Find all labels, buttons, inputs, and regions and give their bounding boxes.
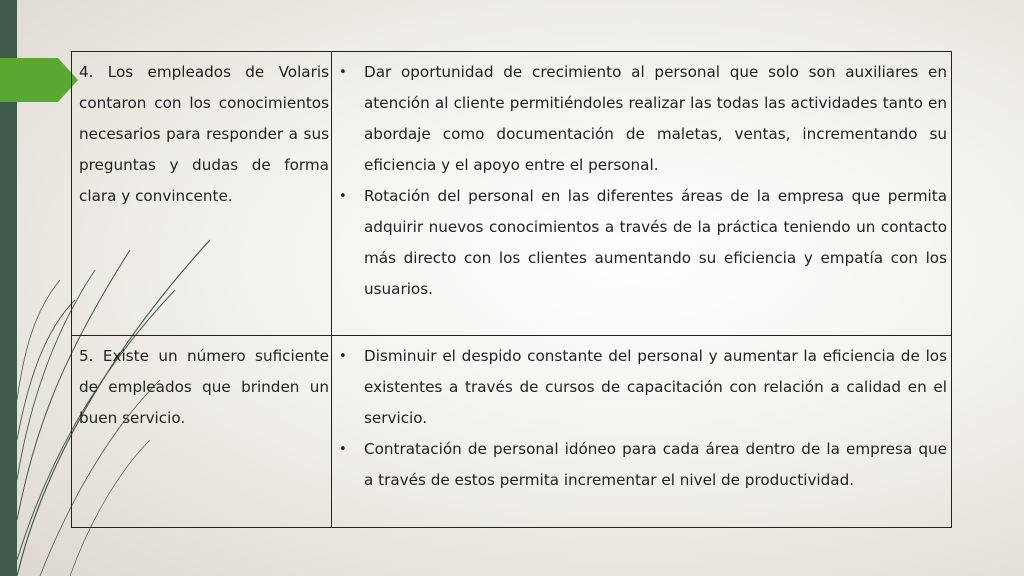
content-table [71, 51, 952, 528]
question-cell [72, 52, 332, 336]
actions-cell [332, 336, 952, 528]
actions-list [338, 341, 947, 496]
strand-5 [17, 300, 75, 440]
question-text: 4. Los empleados de Volaris contaron con los conocimientos necesarios para responder a sus preguntas y dudas de forma clara y convincente. [79, 63, 329, 205]
actions-cell [332, 52, 952, 336]
green-arrow-shape [0, 58, 80, 102]
list-item: • Rotación del personal en las diferentes áreas de la empresa que permita adquirir nuevos conocimientos a través de la práctica teniendo un contacto más directo con los clientes aumentando su eficiencia y empatía con los usuarios. [338, 181, 947, 305]
actions-list [338, 57, 947, 305]
table-row [72, 52, 952, 336]
table-row [72, 336, 952, 528]
list-item: • Disminuir el despido constante del personal y aumentar la eficiencia de los existentes a través de cursos de capacitación con relación a calidad en el servicio. [338, 341, 947, 434]
list-item: • Dar oportunidad de crecimiento al personal que solo son auxiliares en atención al cliente permitiéndoles realizar las todas las actividades tanto en abordaje como documentación de maletas, ventas, incrementando su eficiencia y el apoyo entre el personal. [338, 57, 947, 181]
question-text: 5. Existe un número suficiente de empleados que brinden un buen servicio. [79, 347, 329, 427]
list-item: • Contratación de personal idóneo para cada área dentro de la empresa que a través de estos permita incrementar el nivel de productividad. [338, 434, 947, 496]
strand-6 [17, 280, 60, 400]
question-cell [72, 336, 332, 528]
